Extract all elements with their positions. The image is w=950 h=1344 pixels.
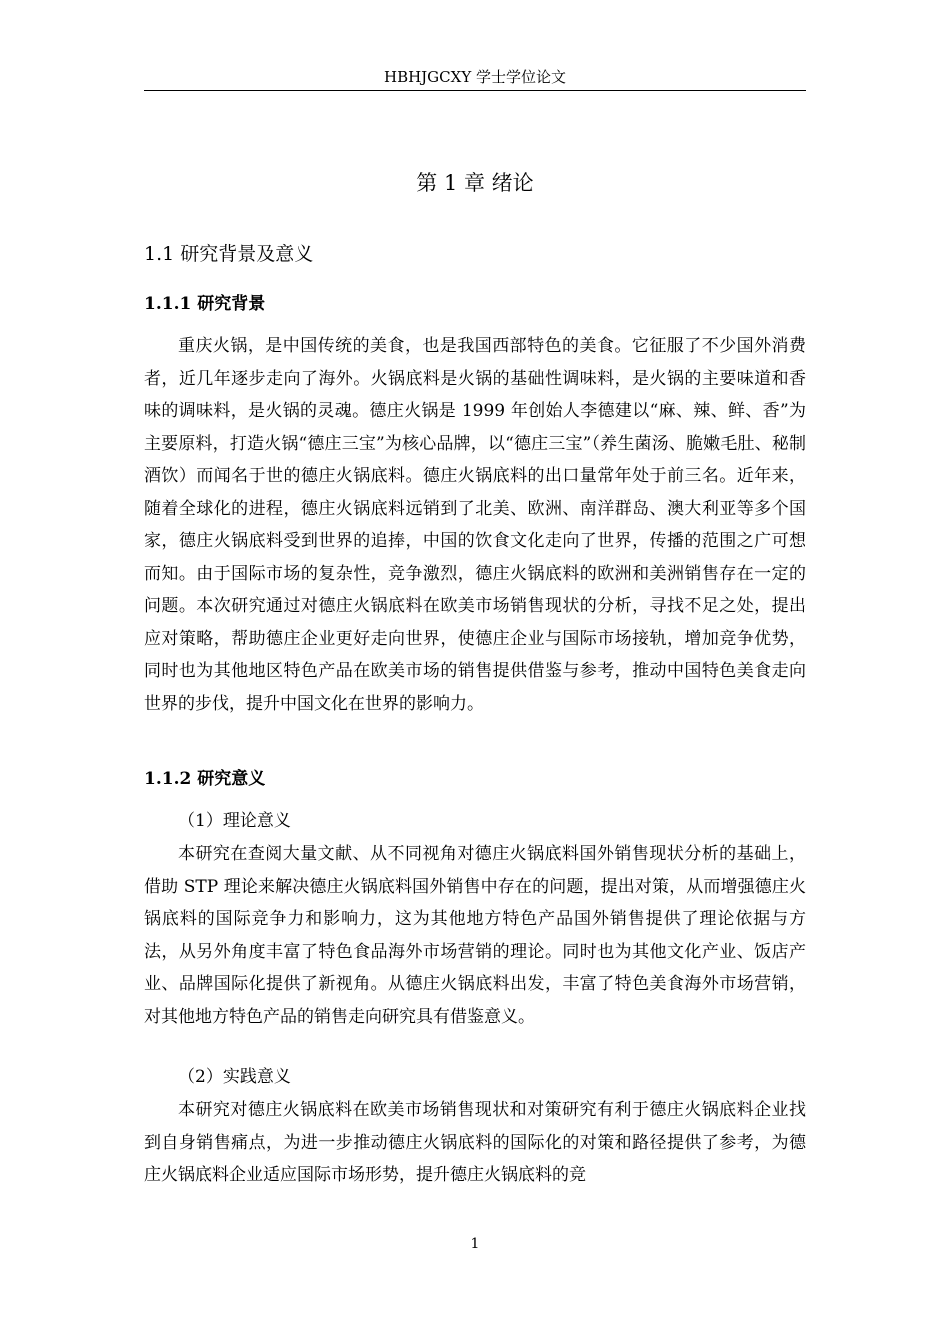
page-header: HBHJGCXY 学士学位论文	[383, 68, 566, 86]
header-divider	[144, 90, 806, 91]
background-paragraph: 重庆火锅，是中国传统的美食，也是我国西部特色的美食。它征服了不少国外消费者，近几年逐步走向了海外。火锅底料是火锅的基础性调味料，是火锅的主要味道和香味的调味料，是火锅的灵魂。德庄火锅是 1999 年创始人李德建以“麻、辣、鲜、香”为主要原料，打造火锅“德庄三宝”为核心品牌，以“德庄三宝”（养生菌汤、脆嫩毛肚、秘制酒饮）而闻名于世的德庄火锅底料。德庄火锅底料的出口量常年处于前三名。近年来，随着全球化的进程，德庄火锅底料远销到了北美、欧洲、南洋群岛、澳大利亚等多个国家，德庄火锅底料受到世界的追捧，中国的饮食文化走向了世界，传播的范围之广可想而知。由于国际市场的复杂性，竞争激烈，德庄火锅底料的欧洲和美洲销售存在一定的问题。本次研究通过对德庄火锅底料在欧美市场销售现状的分析，寻找不足之处，提出应对策略，帮助德庄企业更好走向世界，使德庄企业与国际市场接轨，增加竞争优势，同时也为其他地区特色产品在欧美市场的销售提供借鉴与参考，推动中国特色美食走向世界的步伐，提升中国文化在世界的影响力。	[144, 336, 806, 714]
practice-paragraph: 本研究对德庄火锅底料在欧美市场销售现状和对策研究有利于德庄火锅底料企业找到自身销售痛点，为进一步推动德庄火锅底料的国际化的对策和路径提供了参考，为德庄火锅底料企业适应国际市场形势，提升德庄火锅底料的竞	[144, 1100, 806, 1185]
practice-label: （2）实践意义	[178, 1067, 291, 1087]
theory-label: （1）理论意义	[178, 811, 291, 831]
chapter-title: 第 1 章 绪论	[416, 171, 534, 195]
subsection-heading-background: 1.1.1 研究背景	[144, 294, 266, 314]
subsection-heading-significance: 1.1.2 研究意义	[144, 769, 266, 789]
theory-paragraph: 本研究在查阅大量文献、从不同视角对德庄火锅底料国外销售现状分析的基础上，借助 STP 理论来解决德庄火锅底料国外销售中存在的问题，提出对策，从而增强德庄火锅底料的国际竞争力和影响力，这为其他地方特色产品国外销售提供了理论依据与方法，从另外角度丰富了特色食品海外市场营销的理论。同时也为其他文化产业、饭店产业、品牌国际化提供了新视角。从德庄火锅底料出发，丰富了特色美食海外市场营销，对其他地方特色产品的销售走向研究具有借鉴意义。	[144, 844, 806, 1027]
page-number: 1	[470, 1236, 480, 1252]
section-heading: 1.1 研究背景及意义	[144, 243, 314, 265]
